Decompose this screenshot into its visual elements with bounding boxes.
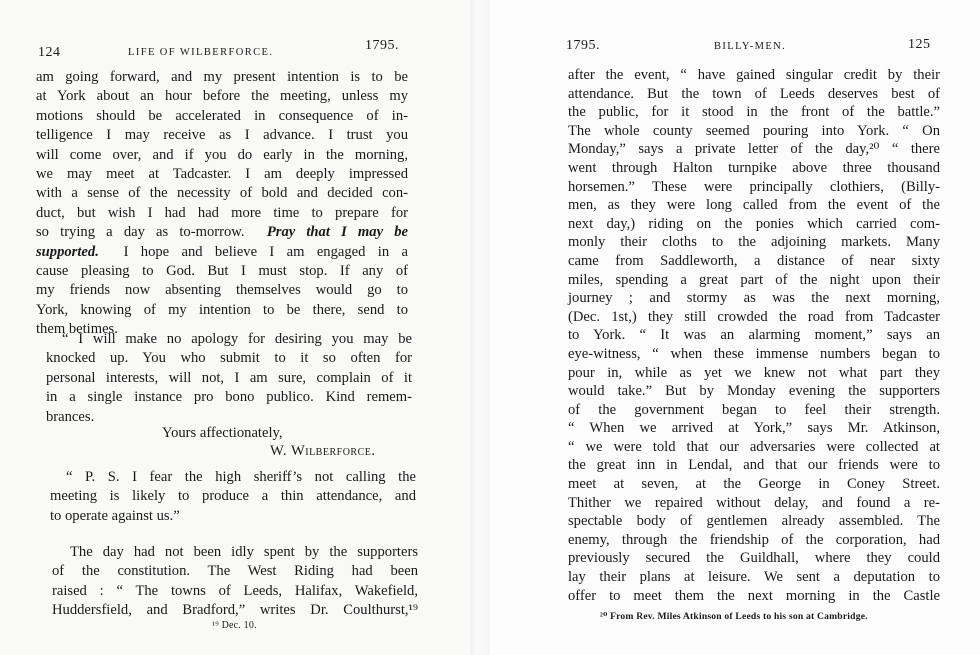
book-gutter [470,0,490,655]
text-line: eye-witness, “ when these immense numbers began to [568,345,940,362]
italic-phrase: Pray that I may be [266,224,408,241]
text-line: would take.” But by Monday evening the supporters [568,383,940,400]
text-fragment: I hope and believe I am engaged in a [123,243,408,260]
text-line: monly their cloths to the adjoining markets. Many [568,234,940,251]
text-line: “ we were told that our adversaries were collected at [568,438,940,455]
text-line: am going forward, and my present intention is to be [36,69,408,85]
text-line: journey ; and stormy as was the next morning, [568,290,940,307]
text-line: in a single instance pro bono publico. Kind remem- [46,389,412,406]
left-page-number: 124 [38,45,61,60]
letter-closing: Yours affectionately, [162,425,283,441]
text-line: personal interests, will not, I am sure, complain of it [46,369,412,386]
right-page-number: 125 [908,37,931,52]
text-line: next day,) riding on the ponies which carried com- [568,215,940,232]
text-line: came from Saddleworth, a distance of near sixty [568,252,940,269]
right-body-text [568,66,940,605]
text-line: The day had not been idly spent by the supporters [70,544,418,560]
left-footnote: ¹⁹ Dec. 10. [212,620,257,631]
text-line: spectable body of gentlemen already assembled. The [568,513,940,530]
text-line: of the government began to feel their strength. [568,401,940,418]
text-line: to operate against us.” [50,507,180,524]
text-line: telligence I may receive as I advance. I trust you [36,127,408,144]
left-letter-paragraph-2 [46,330,412,427]
text-fragment: so trying a day as to-morrow. [36,224,245,241]
text-line: we may meet at Tadcaster. I am deeply impressed [36,166,408,183]
right-page [490,0,980,655]
text-line: at York about an hour before the meeting, unless my [36,88,408,105]
text-line: Thither we repaired without delay, and found a re- [568,494,940,511]
text-line: “ I will make no apology for desiring you may be [62,331,412,347]
italic-phrase: supported. [36,243,99,260]
left-letter-paragraph-1 [36,68,408,340]
text-line: brances. [46,408,95,425]
narrative-paragraph [52,543,418,621]
text-line: the great inn in Lendal, and that our friends were to [568,457,940,474]
text-line: raised : “ The towns of Leeds, Halifax, Wakefield, [52,582,418,599]
text-line: “ When we arrived at York,” says Mr. Atkinson, [568,420,940,437]
text-line: them betimes. [36,321,118,338]
text-line: cause pleasing to God. But I must stop. If any of [36,263,408,280]
text-line: men, as they were long called from the event of the [568,197,940,214]
text-line: The whole county seemed pouring into York. “ On [568,122,940,139]
text-line: duct, but wish I had had more time to prepare for [36,204,408,221]
text-line: offer to meet them the next morning in the Castle [568,587,940,604]
text-line: previously secured the Guildhall, where they could [568,550,940,567]
letter-signature: W. Wilberforce. [270,443,376,459]
text-line: my friends now absenting themselves would go to [36,282,408,299]
text-line: motions should be accelerated in consequence of in- [36,107,408,124]
text-line [36,223,408,242]
text-line: enemy, through the friendship of the corporation, had [568,531,940,548]
text-line: after the event, “ have gained singular credit by their [568,67,940,83]
text-line: “ P. S. I fear the high sheriff’s not calling the [66,469,416,485]
text-line: Huddersfield, and Bradford,” writes Dr. Coulthurst,¹⁹ [52,602,418,619]
text-line: (Dec. 1st,) they still crowded the road from Tadcaster [568,308,940,325]
text-line: Monday,” says a private letter of the day,²⁰ “ there [568,141,940,158]
text-line: will come over, and if you do early in the morning, [36,146,408,163]
text-line: attendance. But the town of Leeds deserves best of [568,85,940,102]
text-line: York, knowing of my intention to be there, send to [36,301,408,318]
postscript [50,468,416,526]
right-running-title: BILLY-MEN. [714,41,787,52]
right-footnote: ²⁰ From Rev. Miles Atkinson of Leeds to his son at Cambridge. [600,611,868,622]
text-line: miles, spending a great part of the night upon their [568,271,940,288]
text-line: the public, for it stood in the front of the battle.” [568,104,940,121]
left-year: 1795. [365,38,399,53]
text-line: pour in, while as yet we knew not what part they [568,364,940,381]
right-year: 1795. [566,38,600,53]
text-line: horsemen.” These were principally clothiers, (Billy- [568,178,940,195]
text-line: with a sense of the necessity of bold and decided con- [36,185,408,202]
text-line: meet at seven, at the George in Coney Street. [568,476,940,493]
left-page [0,0,470,655]
text-line: went through Halton turnpike above three thousand [568,159,940,176]
text-line: of the constitution. The West Riding had been [52,563,418,580]
text-line: meeting is likely to produce a thin attendance, and [50,488,416,505]
text-line: knocked up. You who submit to it so often for [46,350,412,367]
left-running-title: LIFE OF WILBERFORCE. [128,47,274,58]
text-line [36,243,408,262]
text-line: to York. “ It was an alarming moment,” says an [568,327,940,344]
text-line: lay their plans at leisure. We sent a deputation to [568,569,940,586]
